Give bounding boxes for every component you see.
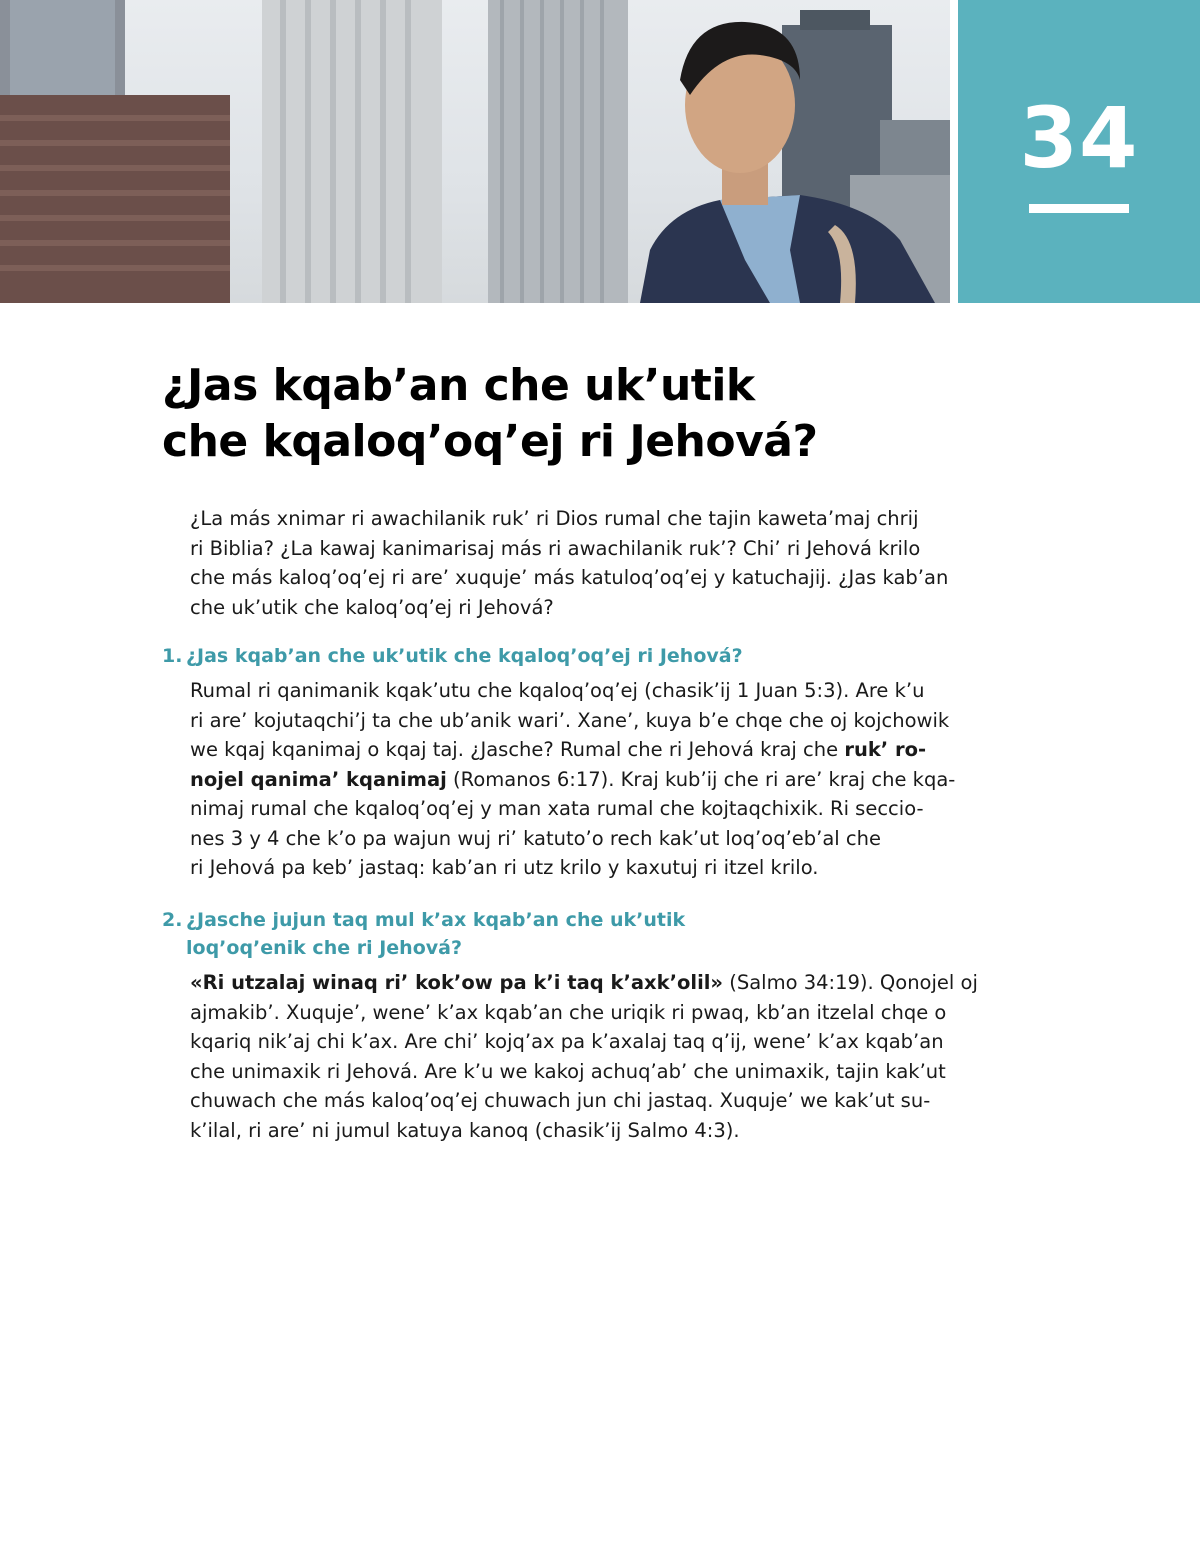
question-2-heading bbox=[162, 906, 952, 962]
answer-line: nimaj rumal che kqaloq’oq’ej y man xata rumal che kojtaqchixik. Ri seccio- bbox=[190, 797, 924, 820]
intro-line: ri Biblia? ¿La kawaj kanimarisaj más ri awachilanik ruk’? Chi’ ri Jehová krilo bbox=[190, 536, 921, 560]
answer-line: k’ilal, ri are’ ni jumul katuya kanoq (chasik’ij Salmo 4:3). bbox=[190, 1118, 740, 1142]
bold-phrase: «Ri utzalaj winaq ri’ kok’ow pa k’i taq k’axk’olil» bbox=[190, 971, 724, 994]
answer-line: che unimaxik ri Jehová. Are k’u we kakoj achuq’ab’ che unimaxik, tajin kak’ut bbox=[190, 1059, 946, 1083]
lesson-number-underline bbox=[1029, 204, 1129, 213]
answer-line: nes 3 y 4 che k’o pa wajun wuj ri’ katuto’o rech kak’ut loq’oq’eb’al che bbox=[190, 826, 881, 850]
lesson-number-box bbox=[958, 0, 1200, 303]
answer-line: chuwach che más kaloq’oq’ej chuwach jun chi jastaq. Xuquje’ we kak’ut su- bbox=[190, 1089, 931, 1112]
answer-line: ri are’ kojutaqchi’j ta che ub’anik wari’. Xane’, kuya b’e chqe che oj kojchowik bbox=[190, 708, 950, 732]
answer-line: Rumal ri qanimanik kqak’utu che kqaloq’oq’ej (chasik’ij 1 Juan 5:3). Are k’u bbox=[190, 679, 925, 702]
answer-line: kqariq nik’aj chi k’ax. Are chi’ kojq’ax pa k’axalaj taq q’ij, wene’ k’ax kqab’an bbox=[190, 1030, 944, 1053]
answer-line: ajmakib’. Xuquje’, wene’ k’ax kqab’an che uriqik ri pwaq, kb’an itzelal chqe o bbox=[190, 1000, 947, 1024]
answer-1-paragraph bbox=[190, 676, 956, 883]
answer-line: nojel qanima’ kqanimaj (Romanos 6:17). Kraj kub’ij che ri are’ kraj che kqa- bbox=[190, 767, 956, 791]
intro-paragraph bbox=[190, 504, 950, 622]
page-title bbox=[162, 358, 922, 470]
answer-line: we kqaj kqanimaj o kqaj taj. ¿Jasche? Rumal che ri Jehová kraj che ruk’ ro- bbox=[190, 738, 927, 761]
intro-line: che uk’utik che kaloq’oq’ej ri Jehová? bbox=[190, 595, 554, 619]
title-line-2: che kqaloq’oq’ej ri Jehová? bbox=[162, 416, 818, 467]
hero-photo bbox=[0, 0, 950, 303]
question-2-text-line-1: ¿Jasche jujun taq mul k’ax kqab’an che uk’utik bbox=[186, 909, 686, 931]
question-1-text: ¿Jas kqab’an che uk’utik che kqaloq’oq’ej ri Jehová? bbox=[186, 645, 743, 667]
lesson-number: 34 bbox=[1019, 89, 1139, 187]
intro-line: che más kaloq’oq’ej ri are’ xuquje’ más katuloq’oq’ej y katuchajij. ¿Jas kab’an bbox=[190, 566, 949, 589]
intro-line: ¿La más xnimar ri awachilanik ruk’ ri Dios rumal che tajin kaweta’maj chrij bbox=[190, 507, 919, 530]
city-skyline-illustration bbox=[0, 0, 950, 303]
question-1-number: 1. bbox=[162, 645, 183, 667]
answer-line: «Ri utzalaj winaq ri’ kok’ow pa k’i taq k’axk’olil» (Salmo 34:19). Qonojel oj bbox=[190, 971, 978, 994]
bold-phrase: nojel qanima’ kqanimaj bbox=[190, 767, 447, 791]
bold-phrase: ruk’ ro- bbox=[844, 738, 927, 761]
question-2-text-line-2: loq’oq’enik che ri Jehová? bbox=[186, 937, 462, 959]
title-line-1: ¿Jas kqab’an che uk’utik bbox=[162, 360, 755, 411]
question-1-heading bbox=[162, 642, 952, 670]
answer-line: ri Jehová pa keb’ jastaq: kab’an ri utz krilo y kaxutuj ri itzel krilo. bbox=[190, 856, 819, 879]
answer-2-paragraph bbox=[190, 968, 978, 1145]
question-2-number: 2. bbox=[162, 909, 183, 931]
